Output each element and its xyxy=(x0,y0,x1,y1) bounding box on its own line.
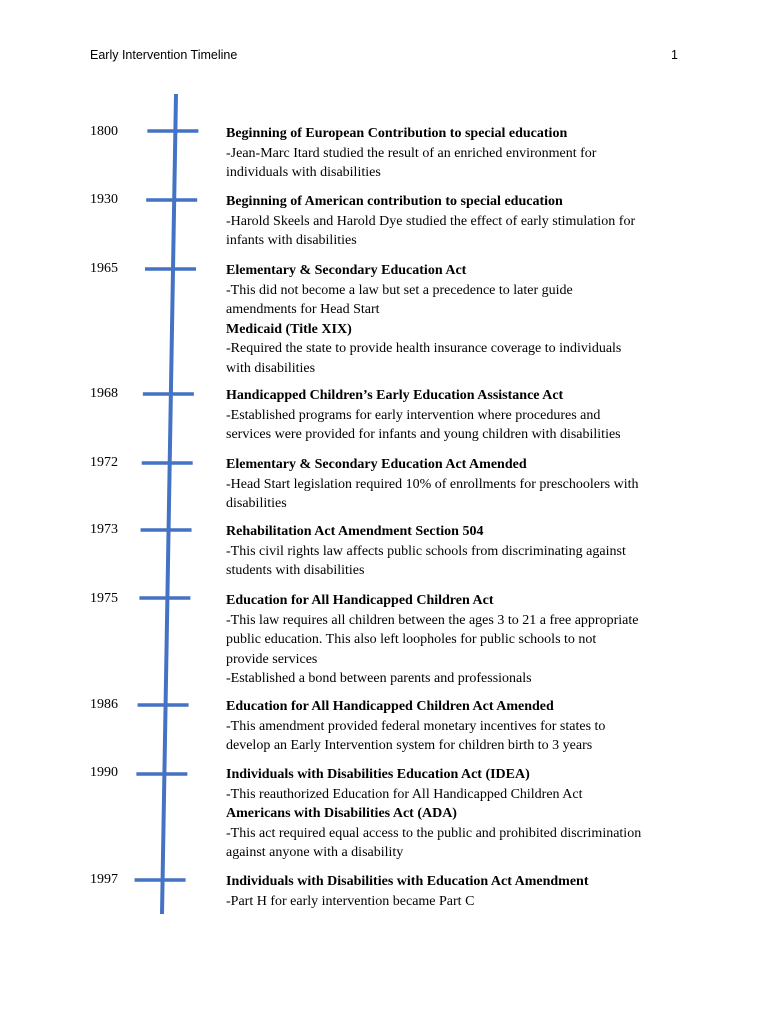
entry-year: 1930 xyxy=(90,192,118,207)
entry-description: -This did not become a law but set a precedence to later guide xyxy=(226,282,573,298)
entry-year: 1997 xyxy=(90,872,118,887)
entry-description: disabilities xyxy=(226,496,287,511)
entry-description: develop an Early Intervention system for children birth to 3 years xyxy=(226,738,593,753)
entry-year: 1965 xyxy=(90,261,118,276)
entry-description: individuals with disabilities xyxy=(226,165,381,180)
entry-year: 1800 xyxy=(90,124,118,139)
entry-description: -Head Start legislation required 10% of enrollments for preschoolers with xyxy=(226,476,639,492)
entry-description: services were provided for infants and young children with disabilities xyxy=(226,427,621,442)
entry-heading: Beginning of American contribution to special education xyxy=(226,194,563,209)
entry-heading: Handicapped Children’s Early Education Assistance Act xyxy=(226,388,564,403)
entry-description: provide services xyxy=(226,651,318,667)
entry-description: -Established programs for early intervention where procedures and xyxy=(226,407,601,423)
timeline-axis xyxy=(162,94,176,914)
entry-year: 1973 xyxy=(90,522,118,537)
entry-description: -This amendment provided federal monetary incentives for states to xyxy=(226,718,606,734)
entry-description: -This civil rights law affects public schools from discriminating against xyxy=(226,543,626,559)
entry-content xyxy=(226,522,686,581)
entry-description: -This law requires all children between the ages 3 to 21 a free appropriate xyxy=(226,612,639,628)
entry-content xyxy=(226,455,686,514)
entry-heading: Americans with Disabilities Act (ADA) xyxy=(226,806,457,821)
entry-description: infants with disabilities xyxy=(226,233,357,248)
entry-year: 1968 xyxy=(90,386,118,401)
entry-content xyxy=(226,261,686,378)
entry-description: -Established a bond between parents and professionals xyxy=(226,671,532,686)
entry-heading: Beginning of European Contribution to special education xyxy=(226,126,568,141)
entry-content xyxy=(226,872,686,911)
entry-description: public education. This also left loopholes for public schools to not xyxy=(226,632,597,647)
entry-description: against anyone with a disability xyxy=(226,845,404,860)
entry-heading: Education for All Handicapped Children Act Amended xyxy=(226,699,554,714)
entry-year: 1986 xyxy=(90,697,118,712)
entry-year: 1990 xyxy=(90,765,118,780)
entry-year: 1975 xyxy=(90,591,118,606)
entry-content xyxy=(226,386,686,445)
page-number: 1 xyxy=(671,48,678,62)
entry-description: -Required the state to provide health insurance coverage to individuals xyxy=(226,341,622,356)
entry-heading: Elementary & Secondary Education Act xyxy=(226,263,467,278)
entry-content xyxy=(226,591,686,689)
entry-description: amendments for Head Start xyxy=(226,302,380,317)
entry-description: students with disabilities xyxy=(226,563,365,578)
entry-heading: Medicaid (Title XIX) xyxy=(226,321,352,337)
entry-description: -Part H for early intervention became Part C xyxy=(226,893,475,909)
header-title: Early Intervention Timeline xyxy=(90,48,238,62)
entry-description: -This act required equal access to the public and prohibited discrimination xyxy=(226,825,642,841)
entry-description: -Jean-Marc Itard studied the result of an enriched environment for xyxy=(226,145,597,161)
entry-content xyxy=(226,697,686,756)
entry-heading: Individuals with Disabilities Education Act (IDEA) xyxy=(226,767,530,782)
entry-description: with disabilities xyxy=(226,360,316,376)
entry-heading: Elementary & Secondary Education Act Amended xyxy=(226,457,527,472)
entry-description: -Harold Skeels and Harold Dye studied the effect of early stimulation for xyxy=(226,213,636,229)
entry-year: 1972 xyxy=(90,455,118,470)
entry-description: -This reauthorized Education for All Handicapped Children Act xyxy=(226,786,583,802)
entry-content xyxy=(226,765,686,863)
entry-heading: Education for All Handicapped Children Act xyxy=(226,593,494,608)
entry-heading: Individuals with Disabilities with Education Act Amendment xyxy=(226,874,589,889)
entry-heading: Rehabilitation Act Amendment Section 504 xyxy=(226,524,484,539)
entry-content xyxy=(226,124,686,183)
entry-content xyxy=(226,192,686,251)
